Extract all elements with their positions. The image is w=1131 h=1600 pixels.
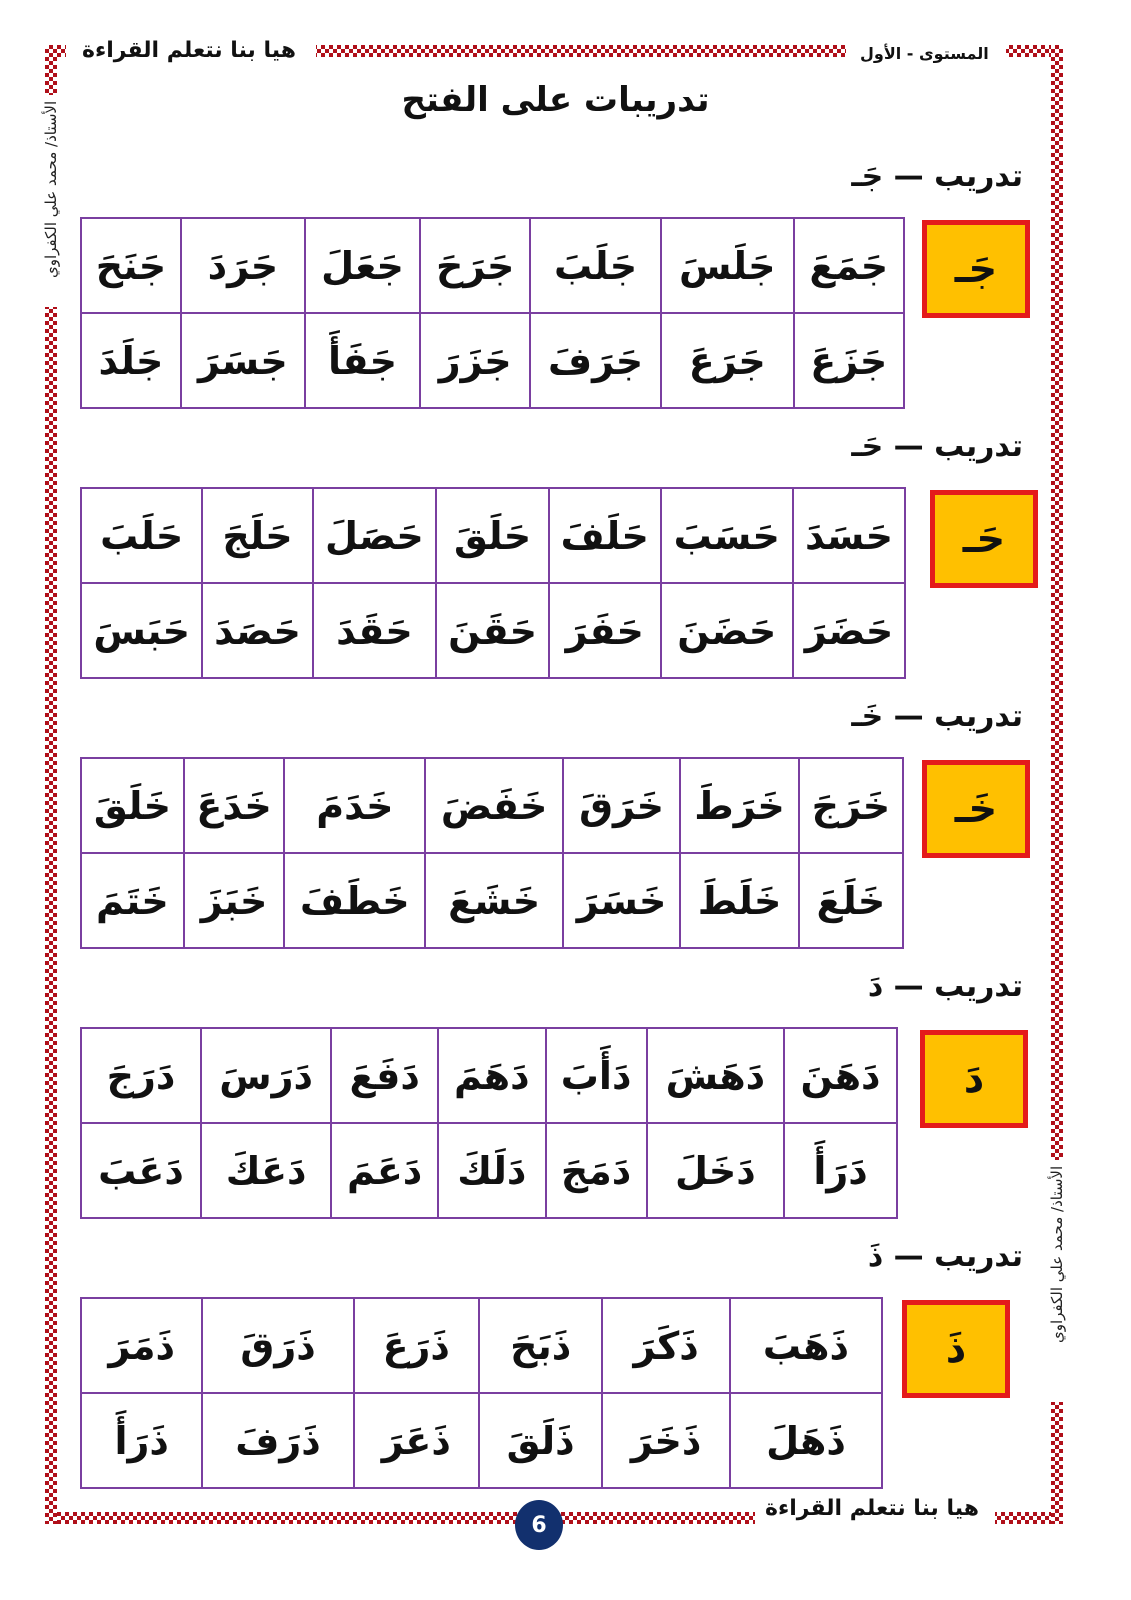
letter-box: ذَ <box>902 1300 1010 1398</box>
letter-box: حَـ <box>930 490 1038 588</box>
word-cell: جَلَسَ <box>661 218 794 313</box>
page-number-badge: 6 <box>515 1500 563 1550</box>
book-title: هيا بنا نتعلم القراءة <box>82 38 296 63</box>
word-cell: خَلَطَ <box>680 853 798 948</box>
teacher-credit-left: الأستاذ/ محمد علي الكفراوي <box>42 95 60 307</box>
section-title: تدريب — خَـ <box>851 699 1023 734</box>
word-cell: دَهَشَ <box>647 1028 784 1123</box>
word-cell: ذَكَرَ <box>602 1298 729 1393</box>
word-cell: دَهَنَ <box>784 1028 897 1123</box>
section-title: تدريب — ذَ <box>867 1239 1023 1274</box>
word-cell: خَرَقَ <box>563 758 681 853</box>
letter-box: دَ <box>920 1030 1028 1128</box>
word-cell: حَلَفَ <box>549 488 661 583</box>
footer-book-title: هيا بنا نتعلم القراءة <box>765 1496 979 1521</box>
table-row <box>81 313 904 408</box>
word-cell: خَفَضَ <box>425 758 562 853</box>
word-cell: ذَرَعَ <box>354 1298 479 1393</box>
table-row <box>81 1393 882 1488</box>
word-cell: خَرَجَ <box>799 758 903 853</box>
word-cell: حَلَقَ <box>436 488 549 583</box>
word-cell: حَضَنَ <box>661 583 793 678</box>
word-cell: جَزَرَ <box>420 313 530 408</box>
word-cell: جَفَأَ <box>305 313 420 408</box>
word-cell: خَبَزَ <box>184 853 285 948</box>
word-cell: حَلَجَ <box>202 488 312 583</box>
word-cell: ذَرَأَ <box>81 1393 202 1488</box>
word-cell: دَعَمَ <box>331 1123 438 1218</box>
word-cell: خَتَمَ <box>81 853 184 948</box>
word-cell: دَلَكَ <box>438 1123 545 1218</box>
word-cell: دَعَبَ <box>81 1123 201 1218</box>
word-cell: دَمَجَ <box>546 1123 647 1218</box>
word-cell: حَبَسَ <box>81 583 202 678</box>
word-cell: دَرَسَ <box>201 1028 331 1123</box>
word-cell: خَسَرَ <box>563 853 681 948</box>
word-table <box>80 217 905 409</box>
word-cell: حَسَبَ <box>661 488 793 583</box>
word-cell: جَلَبَ <box>530 218 661 313</box>
word-cell: خَطَفَ <box>284 853 425 948</box>
table-row <box>81 218 904 313</box>
teacher-credit-right: الأستاذ/ محمد علي الكفراوي <box>1048 1160 1066 1402</box>
word-cell: حَصَلَ <box>313 488 437 583</box>
word-cell: جَزَعَ <box>794 313 904 408</box>
word-cell: دَفَعَ <box>331 1028 438 1123</box>
word-cell: جَرَدَ <box>181 218 305 313</box>
word-cell: دَرَأَ <box>784 1123 897 1218</box>
word-cell: حَفَرَ <box>549 583 661 678</box>
word-cell: دَعَكَ <box>201 1123 331 1218</box>
letter-box: خَـ <box>922 760 1030 858</box>
word-cell: ذَلَقَ <box>479 1393 603 1488</box>
word-cell: خَدَمَ <box>284 758 425 853</box>
word-cell: خَدَعَ <box>184 758 285 853</box>
letter-box: جَـ <box>922 220 1030 318</box>
table-row <box>81 1028 897 1123</box>
word-cell: حَصَدَ <box>202 583 312 678</box>
word-cell: ذَخَرَ <box>602 1393 729 1488</box>
word-cell: ذَرَقَ <box>202 1298 353 1393</box>
word-cell: خَلَقَ <box>81 758 184 853</box>
word-cell: خَشَعَ <box>425 853 562 948</box>
table-row <box>81 488 905 583</box>
word-cell: حَسَدَ <box>793 488 905 583</box>
table-row <box>81 853 903 948</box>
word-cell: ذَعَرَ <box>354 1393 479 1488</box>
word-cell: حَقَدَ <box>313 583 437 678</box>
word-table <box>80 1297 883 1489</box>
word-cell: جَعَلَ <box>305 218 420 313</box>
word-cell: دَأَبَ <box>546 1028 647 1123</box>
word-cell: حَقَنَ <box>436 583 549 678</box>
word-table <box>80 757 904 949</box>
word-cell: جَنَحَ <box>81 218 181 313</box>
word-cell: ذَبَحَ <box>479 1298 603 1393</box>
section-title: تدريب — جَـ <box>851 159 1023 194</box>
table-row <box>81 758 903 853</box>
word-cell: دَرَجَ <box>81 1028 201 1123</box>
word-cell: ذَهَلَ <box>730 1393 882 1488</box>
level-label: المستوى - الأول <box>860 44 989 63</box>
word-cell: جَمَعَ <box>794 218 904 313</box>
word-cell: حَضَرَ <box>793 583 905 678</box>
word-table <box>80 487 906 679</box>
word-cell: خَرَطَ <box>680 758 798 853</box>
page-title: تدريبات على الفتح <box>401 80 710 120</box>
word-cell: جَلَدَ <box>81 313 181 408</box>
word-cell: خَلَعَ <box>799 853 903 948</box>
table-row <box>81 583 905 678</box>
section-title: تدريب — حَـ <box>851 429 1023 464</box>
table-row <box>81 1298 882 1393</box>
word-cell: ذَهَبَ <box>730 1298 882 1393</box>
word-cell: حَلَبَ <box>81 488 202 583</box>
word-cell: جَرَعَ <box>661 313 794 408</box>
word-cell: جَسَرَ <box>181 313 305 408</box>
word-cell: ذَرَفَ <box>202 1393 353 1488</box>
word-cell: جَرَفَ <box>530 313 661 408</box>
section-title: تدريب — دَ <box>867 969 1023 1004</box>
word-cell: دَخَلَ <box>647 1123 784 1218</box>
word-table <box>80 1027 898 1219</box>
word-cell: جَرَحَ <box>420 218 530 313</box>
word-cell: ذَمَرَ <box>81 1298 202 1393</box>
table-row <box>81 1123 897 1218</box>
word-cell: دَهَمَ <box>438 1028 545 1123</box>
